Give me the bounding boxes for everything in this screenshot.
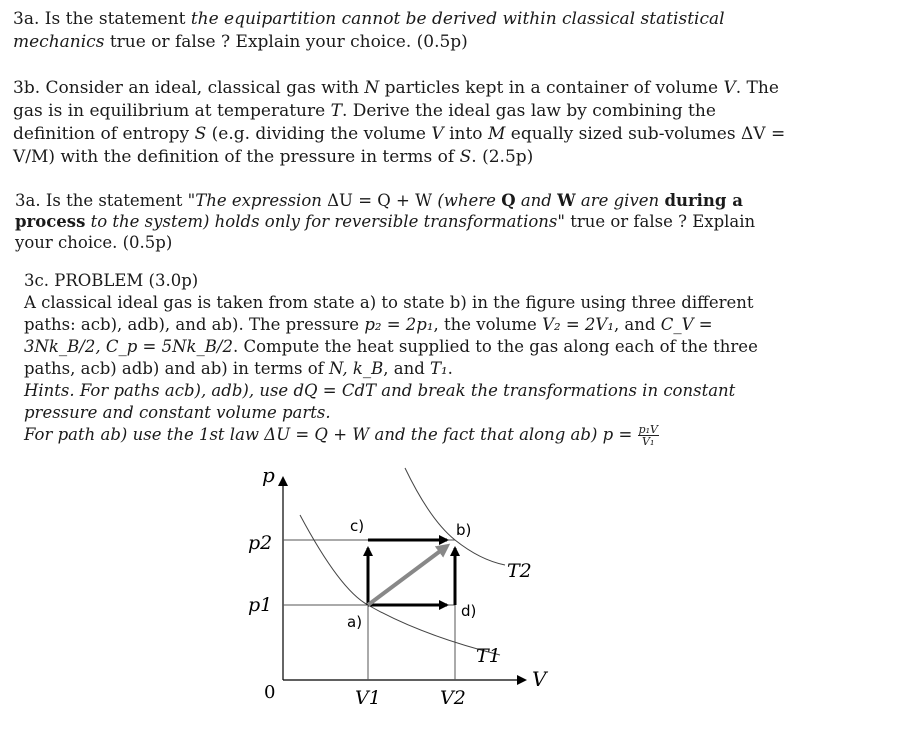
p2-label: p2 [248,532,273,554]
v2-label: V2 [440,687,466,709]
point-c-label: c) [350,517,365,535]
path-ab [368,546,447,605]
v-axis-label: V [532,667,547,691]
point-a-label: a) [347,613,363,631]
point-d-label: d) [461,602,477,620]
problem-text: A classical ideal gas is taken from state a) to state b) in the figure using three different paths: acb), adb), and ab). The pressure p₂ = 2p₁, the volume V₂ = 2V₁, and C_V = 3Nk_B/2, C_p = 5Nk_B/2. Compute the heat supplied to the gas along each of the three paths, acb) adb) and ab) in terms of N, k_B, and T₁. [24,293,758,378]
question-3a-second: 3a. Is the statement "The expression ΔU = Q + W (where Q and W are given during a process to the system) holds only for reversible transformations" true or false ? Explain your choice. (0.5p) [15,191,756,252]
t1-label: T1 [476,645,501,667]
origin-label: 0 [264,682,276,703]
p-axis-label: p [262,463,275,487]
question-3b: 3b. Consider an ideal, classical gas with N particles kept in a container of volume V. The gas is in equilibrium at temperature T. Derive the ideal gas law by combining the definition of entropy S (e.g. dividing the volume V into M equally sized sub-volumes ΔV = V/M) with the definition of the pressure in terms of S. (2.5p) [13,78,786,167]
t2-label: T2 [507,560,532,582]
problem-hint-ab: For path ab) use the 1st law ΔU = Q + W and the fact that along ab) p = $\frac{\text{p₁V}}{\text{V₁}}$ [24,423,658,448]
v1-label: V1 [355,687,381,709]
problem-hints: Hints. For paths acb), adb), use dQ = CdT and break the transformations in constant pressure and constant volume parts. [24,381,736,422]
p1-label: p1 [248,594,273,616]
fraction: $\frac{\text{p₁V}}{\text{V₁}}$ [638,423,658,448]
problem-title: 3c. PROBLEM (3.0p) [24,271,199,290]
question-3a-first: 3a. Is the statement the equipartition cannot be derived within classical statistical mechanics true or false ? Explain your choice. (0.5p) [13,9,725,52]
point-b-label: b) [456,521,472,539]
